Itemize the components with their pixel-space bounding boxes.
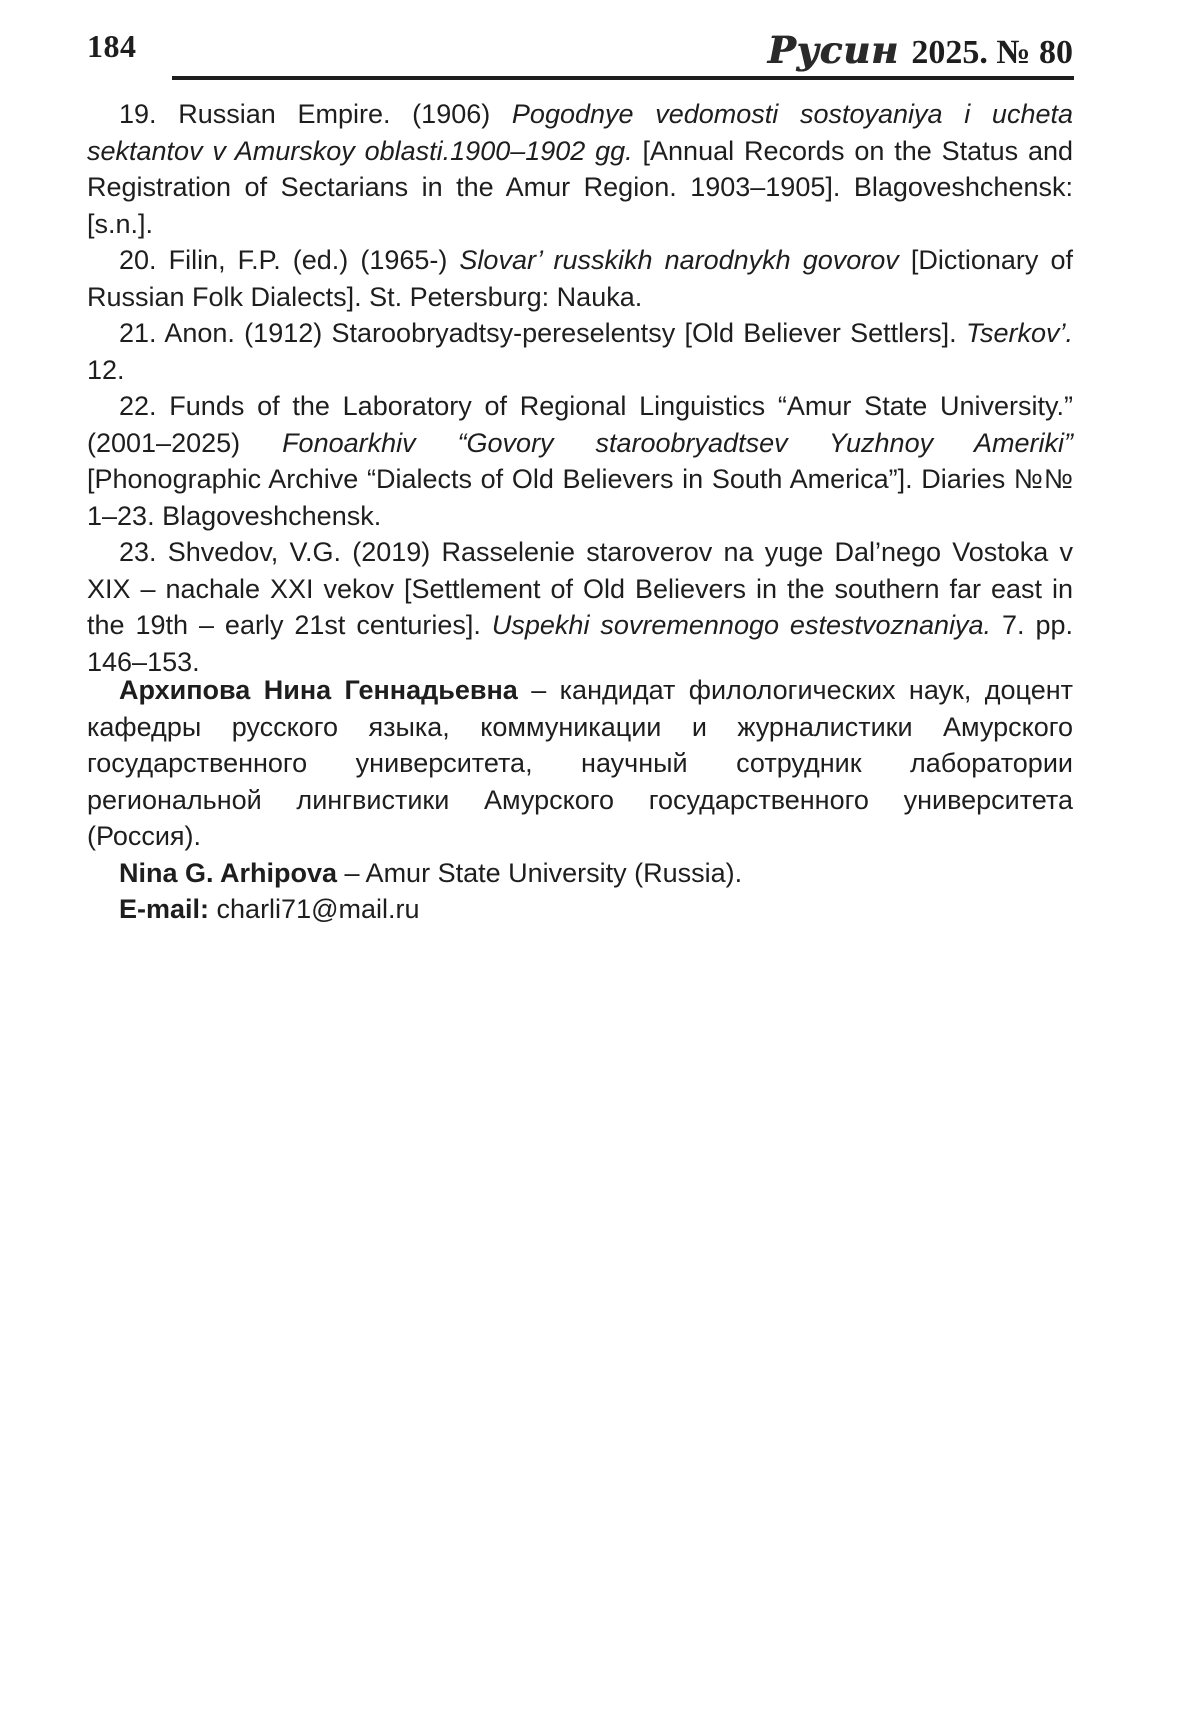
reference-text: 21. Anon. (1912) Staroobryadtsy-pereselentsy [Old Believer Settlers]. [119,318,966,348]
reference-item [87,315,1073,388]
reference-text: 19. Russian Empire. (1906) [119,99,512,129]
email-address[interactable]: charli71@mail.ru [209,894,420,924]
reference-text: 20. Filin, F.P. (ed.) (1965-) [119,245,460,275]
author-name-ru: Архипова Нина Геннадьевна [119,675,518,705]
reference-item [87,534,1073,680]
reference-text: 12. [87,354,125,385]
author-info [87,672,1073,928]
reference-text: [Dictionary of Russian Folk Dialects]. St. Petersburg: Nauka. [87,245,1073,312]
journal-title: Русин [767,28,899,72]
author-bio-en [87,855,1073,892]
references-list [87,96,1073,680]
reference-title: Fonoarkhiv “Govory staroobryadtsev Yuzhnoy Ameriki” [282,427,1073,458]
author-description-en: – Amur State University (Russia). [337,857,743,888]
journal-issue: 2025. № 80 [911,34,1073,71]
email-label: E-mail: [119,894,210,924]
reference-text: [Annual Records on the Status and Registration of Sectarians in the Amur Region. 1903–1905]. Blagoveshchensk: [s.n.]. [87,135,1074,239]
reference-item [87,388,1073,534]
reference-title: Slovar’ russkikh narodnykh govorov [459,245,899,275]
reference-text: 7. pp. 146–153. [87,610,1074,677]
author-email-line [87,891,1073,928]
author-description-ru: – кандидат филологических наук, доцент кафедры русского языка, коммуникации и журналистики Амурского государственного университета, научный сотрудник лаборатории региональной лингвистики Амурского государственного университета (Россия). [87,675,1073,851]
reference-title: Pogodnye vedomosti sostoyaniya i ucheta sektantov v Amurskoy oblasti.1900–1902 gg. [87,99,1073,166]
reference-title: Tserkov’. [965,318,1073,348]
author-name-en: Nina G. Arhipova [119,857,338,888]
header-rule [172,76,1074,80]
reference-text: 22. Funds of the Laboratory of Regional Linguistics “Amur State University.” (2001–2025) [87,391,1073,458]
author-bio-ru [87,672,1073,855]
running-head [87,22,1073,82]
reference-text: 23. Shvedov, V.G. (2019) Rasselenie staroverov na yuge Dal’nego Vostoka v XIX – nachale XXI vekov [Settlement of Old Believers in the southern far east in the 19th – early 21st centuries]. [87,537,1073,640]
page-number: 184 [87,28,137,64]
reference-title: Uspekhi sovremennogo estestvoznaniya. [491,610,992,640]
reference-text: [Phonographic Archive “Dialects of Old Believers in South America”]. Diaries №№ 1–23. Blagoveshchensk. [87,464,1073,531]
journal-info [768,28,1073,72]
reference-item [87,96,1073,242]
reference-item [87,242,1073,315]
